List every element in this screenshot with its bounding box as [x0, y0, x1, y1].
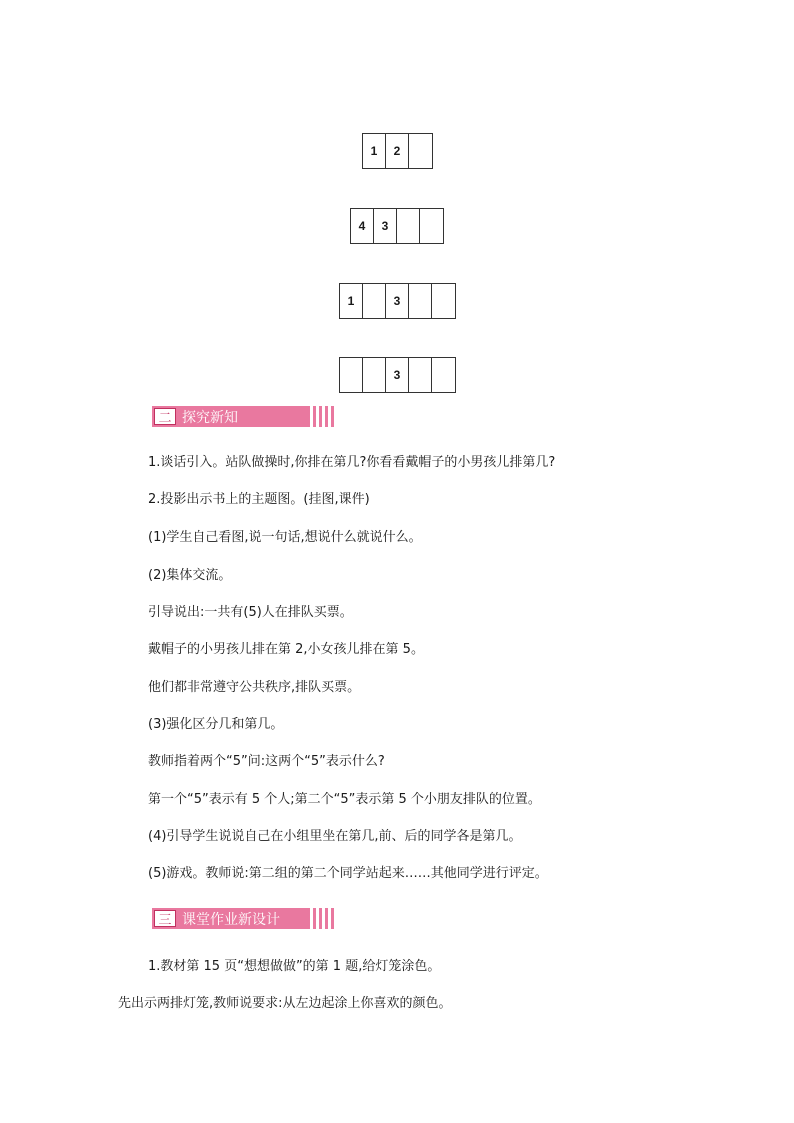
section-header-homework: [152, 908, 334, 929]
box-cell: 4: [351, 209, 374, 243]
number-boxes-row-2: [350, 208, 444, 244]
paragraph: 第一个“5”表示有 5 个人;第二个“5”表示第 5 个小朋友排队的位置。: [148, 792, 541, 807]
section-stripes-decoration: [310, 406, 331, 427]
paragraph: 引导说出:一共有(5)人在排队买票。: [148, 605, 353, 620]
section-header-explore: [152, 406, 334, 427]
box-cell: [432, 284, 455, 318]
number-boxes-row-1: [362, 133, 433, 169]
box-cell: [420, 209, 443, 243]
number-boxes-row-3: [339, 283, 456, 319]
paragraph: 先出示两排灯笼,教师说要求:从左边起涂上你喜欢的颜色。: [118, 996, 452, 1011]
box-cell: [409, 358, 432, 392]
box-cell: [340, 358, 363, 392]
paragraph: 戴帽子的小男孩儿排在第 2,小女孩儿排在第 5。: [148, 642, 424, 657]
paragraph: 2.投影出示书上的主题图。(挂图,课件): [148, 492, 370, 507]
box-cell: 3: [374, 209, 397, 243]
paragraph: 他们都非常遵守公共秩序,排队买票。: [148, 680, 361, 695]
box-cell: 1: [363, 134, 386, 168]
box-cell: 3: [386, 284, 409, 318]
paragraph: (2)集体交流。: [148, 568, 232, 583]
paragraph: 1.教材第 15 页“想想做做”的第 1 题,给灯笼涂色。: [148, 959, 441, 974]
section-stripes-decoration: [310, 908, 331, 929]
paragraph: 1.谈话引入。站队做操时,你排在第几?你看看戴帽子的小男孩儿排第几?: [148, 455, 556, 470]
section-title: 探究新知: [182, 409, 238, 426]
box-cell: [432, 358, 455, 392]
box-cell: [409, 284, 432, 318]
section-number: 三: [154, 910, 176, 927]
paragraph: (3)强化区分几和第几。: [148, 717, 284, 732]
box-cell: [363, 284, 386, 318]
box-cell: [409, 134, 432, 168]
paragraph: (4)引导学生说说自己在小组里坐在第几,前、后的同学各是第几。: [148, 829, 522, 844]
box-cell: 2: [386, 134, 409, 168]
box-cell: [397, 209, 420, 243]
section-title: 课堂作业新设计: [182, 911, 280, 928]
paragraph: 教师指着两个“5”问:这两个“5”表示什么?: [148, 754, 385, 769]
box-cell: 1: [340, 284, 363, 318]
paragraph: (1)学生自己看图,说一句话,想说什么就说什么。: [148, 530, 422, 545]
box-cell: [363, 358, 386, 392]
section-number: 二: [154, 408, 176, 425]
box-cell: 3: [386, 358, 409, 392]
number-boxes-row-4: [339, 357, 456, 393]
paragraph: (5)游戏。教师说:第二组的第二个同学站起来……其他同学进行评定。: [148, 866, 548, 881]
